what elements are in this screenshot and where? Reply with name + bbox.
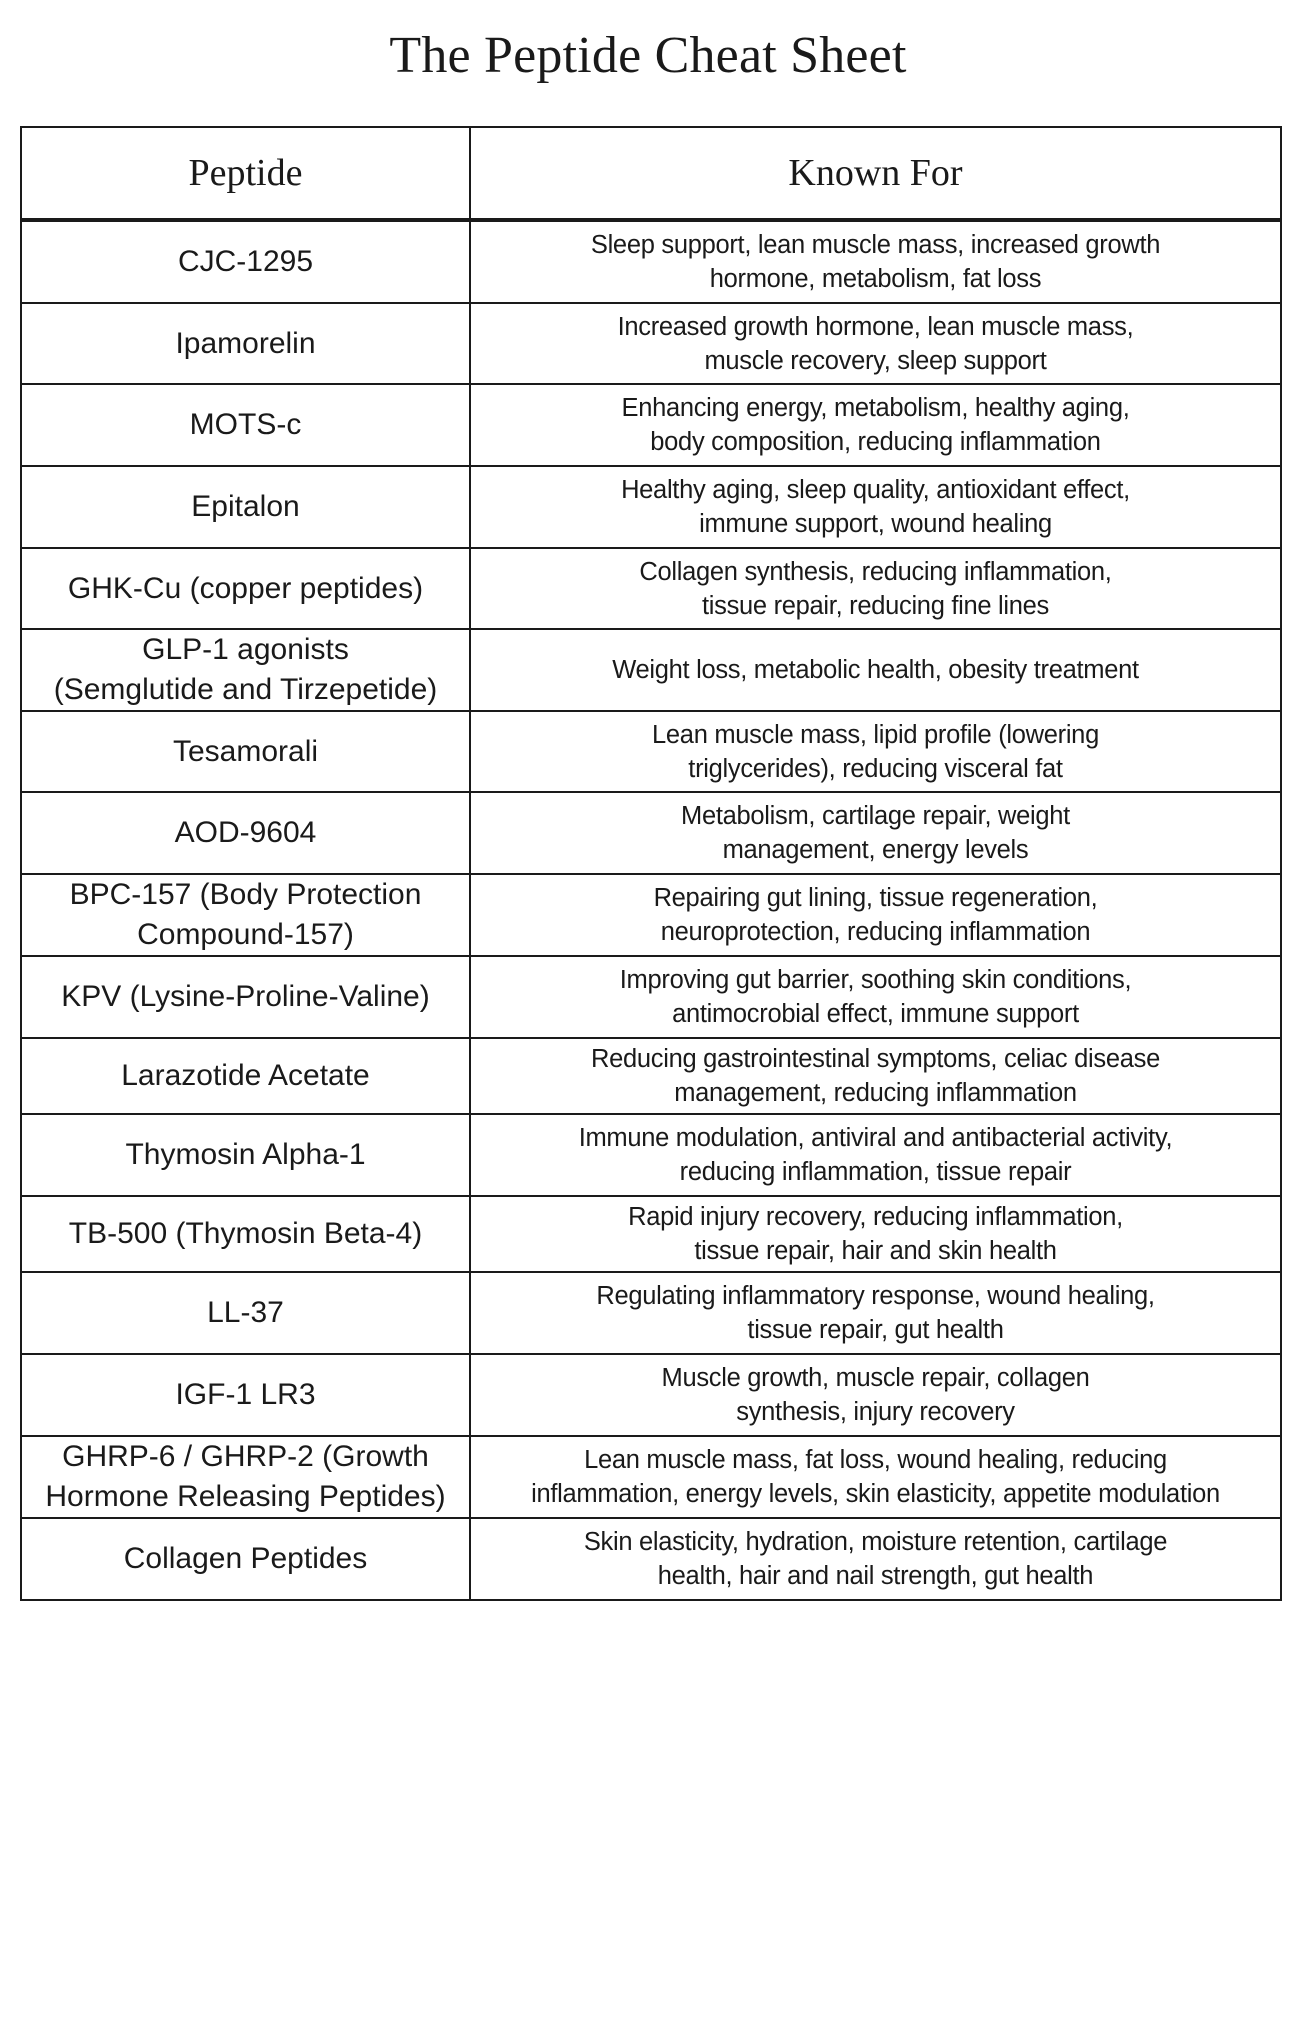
peptide-name-cell xyxy=(21,1354,470,1436)
table-row xyxy=(21,956,1281,1038)
table-row xyxy=(21,1114,1281,1196)
peptide-name-line: IGF-1 LR3 xyxy=(175,1378,316,1411)
peptide-name-cell xyxy=(21,1436,470,1518)
known-for-line: Reducing gastrointestinal symptoms, celiac disease xyxy=(591,1045,1160,1073)
known-for-line: Regulating inflammatory response, wound healing, xyxy=(596,1282,1155,1310)
peptide-name-line: AOD-9604 xyxy=(174,816,317,849)
known-for-line: neuroprotection, reducing inflammation xyxy=(660,918,1091,946)
peptide-name-cell xyxy=(21,1114,470,1196)
table-row xyxy=(21,548,1281,629)
known-for-cell xyxy=(470,1196,1281,1272)
peptide-name-cell xyxy=(21,1038,470,1114)
known-for-line: Immune modulation, antiviral and antibacterial activity, xyxy=(578,1124,1173,1152)
peptide-name-cell xyxy=(21,629,470,711)
known-for-line: reducing inflammation, tissue repair xyxy=(679,1158,1072,1186)
peptide-name-line: Compound-157) xyxy=(137,918,354,951)
known-for-line: body composition, reducing inflammation xyxy=(650,428,1101,456)
known-for-line: tissue repair, reducing fine lines xyxy=(702,591,1049,620)
peptide-name-line: Hormone Releasing Peptides) xyxy=(45,1480,446,1513)
table-row xyxy=(21,629,1281,711)
known-for-cell xyxy=(470,1436,1281,1518)
known-for-line: Improving gut barrier, soothing skin conditions, xyxy=(619,966,1132,994)
table-row xyxy=(21,220,1281,303)
known-for-cell xyxy=(470,1038,1281,1114)
peptide-name-cell xyxy=(21,1196,470,1272)
known-for-line: Skin elasticity, hydration, moisture retention, cartilage xyxy=(583,1528,1168,1556)
peptide-name-line: GHRP-6 / GHRP-2 (Growth xyxy=(62,1440,429,1473)
known-for-cell xyxy=(470,303,1281,384)
known-for-cell xyxy=(470,1354,1281,1436)
known-for-line: Weight loss, metabolic health, obesity treatment xyxy=(612,656,1139,684)
peptide-name-line: KPV (Lysine-Proline-Valine) xyxy=(61,980,430,1013)
peptide-name-line: (Semglutide and Tirzepetide) xyxy=(53,673,438,706)
known-for-line: management, reducing inflammation xyxy=(674,1079,1077,1107)
known-for-cell xyxy=(470,792,1281,874)
known-for-cell xyxy=(470,711,1281,792)
known-for-line: Lean muscle mass, fat loss, wound healing, reducing xyxy=(584,1446,1167,1474)
table-row xyxy=(21,1354,1281,1436)
known-for-line: tissue repair, hair and skin health xyxy=(694,1237,1057,1265)
peptide-name-cell xyxy=(21,548,470,629)
known-for-line: Metabolism, cartilage repair, weight xyxy=(681,802,1070,830)
known-for-cell xyxy=(470,466,1281,548)
peptide-name-cell xyxy=(21,1518,470,1600)
table-row xyxy=(21,1196,1281,1272)
known-for-line: inflammation, energy levels, skin elasticity, appetite modulation xyxy=(531,1480,1220,1508)
known-for-cell xyxy=(470,1114,1281,1196)
peptide-name-line: Larazotide Acetate xyxy=(121,1059,370,1092)
table-row xyxy=(21,1518,1281,1600)
known-for-line: Healthy aging, sleep quality, antioxidant effect, xyxy=(621,476,1130,504)
page-title: The Peptide Cheat Sheet xyxy=(389,27,907,84)
peptide-name-line: Tesamorali xyxy=(172,734,319,768)
table-row xyxy=(21,466,1281,548)
known-for-line: synthesis, injury recovery xyxy=(736,1398,1015,1426)
peptide-name-cell xyxy=(21,303,470,384)
peptide-name-line: GHK-Cu (copper peptides) xyxy=(67,571,424,605)
known-for-cell xyxy=(470,220,1281,303)
known-for-cell xyxy=(470,384,1281,466)
peptide-name-line: BPC-157 (Body Protection xyxy=(69,878,422,911)
known-for-line: immune support, wound healing xyxy=(699,510,1052,538)
table-row xyxy=(21,792,1281,874)
known-for-line: Collagen synthesis, reducing inflammation, xyxy=(639,557,1112,586)
known-for-line: triglycerides), reducing visceral fat xyxy=(688,754,1063,783)
table-row xyxy=(21,1038,1281,1114)
peptide-name-cell xyxy=(21,466,470,548)
known-for-cell xyxy=(470,874,1281,956)
known-for-line: Repairing gut lining, tissue regeneration, xyxy=(653,884,1098,912)
peptide-name-line: CJC-1295 xyxy=(177,245,314,278)
table-row xyxy=(21,874,1281,956)
known-for-line: tissue repair, gut health xyxy=(747,1316,1004,1344)
peptide-name-line: Thymosin Alpha-1 xyxy=(125,1138,366,1171)
known-for-line: Enhancing energy, metabolism, healthy aging, xyxy=(621,394,1130,422)
peptide-name-line: GLP-1 agonists xyxy=(142,633,349,666)
peptide-name-line: MOTS-c xyxy=(189,408,302,441)
header-row xyxy=(21,127,1281,220)
peptide-name-cell xyxy=(21,792,470,874)
table-row xyxy=(21,711,1281,792)
known-for-line: management, energy levels xyxy=(722,836,1029,864)
peptide-name-cell xyxy=(21,220,470,303)
known-for-line: Sleep support, lean muscle mass, increased growth xyxy=(590,231,1161,259)
peptide-table xyxy=(20,126,1282,1601)
peptide-name-line: Collagen Peptides xyxy=(123,1542,368,1575)
known-for-cell xyxy=(470,548,1281,629)
peptide-name-line: Ipamorelin xyxy=(175,326,316,360)
known-for-line: hormone, metabolism, fat loss xyxy=(709,265,1042,293)
known-for-line: Muscle growth, muscle repair, collagen xyxy=(661,1364,1090,1392)
table-row xyxy=(21,1272,1281,1354)
peptide-name-line: TB-500 (Thymosin Beta-4) xyxy=(68,1217,423,1250)
peptide-name-line: Epitalon xyxy=(191,490,300,523)
table-row xyxy=(21,384,1281,466)
peptide-name-line: LL-37 xyxy=(207,1296,284,1329)
table-header xyxy=(21,127,1281,220)
peptide-column-header: Peptide xyxy=(21,127,470,220)
peptide-name-cell xyxy=(21,874,470,956)
table-row xyxy=(21,303,1281,384)
known-for-line: antimocrobial effect, immune support xyxy=(672,1000,1079,1028)
known-for-cell xyxy=(470,956,1281,1038)
table-row xyxy=(21,1436,1281,1518)
peptide-name-cell xyxy=(21,1272,470,1354)
known-for-line: Increased growth hormone, lean muscle mass, xyxy=(617,312,1134,341)
known-for-line: health, hair and nail strength, gut health xyxy=(657,1562,1094,1590)
known-for-line: muscle recovery, sleep support xyxy=(704,346,1047,375)
peptide-name-cell xyxy=(21,384,470,466)
known-for-line: Lean muscle mass, lipid profile (lowering xyxy=(652,720,1099,749)
known-for-cell xyxy=(470,1272,1281,1354)
peptide-name-cell xyxy=(21,956,470,1038)
known-for-cell xyxy=(470,629,1281,711)
peptide-name-cell xyxy=(21,711,470,792)
known-for-column-header: Known For xyxy=(470,127,1281,220)
table-body xyxy=(21,220,1281,1600)
known-for-cell xyxy=(470,1518,1281,1600)
known-for-line: Rapid injury recovery, reducing inflammation, xyxy=(628,1203,1123,1231)
